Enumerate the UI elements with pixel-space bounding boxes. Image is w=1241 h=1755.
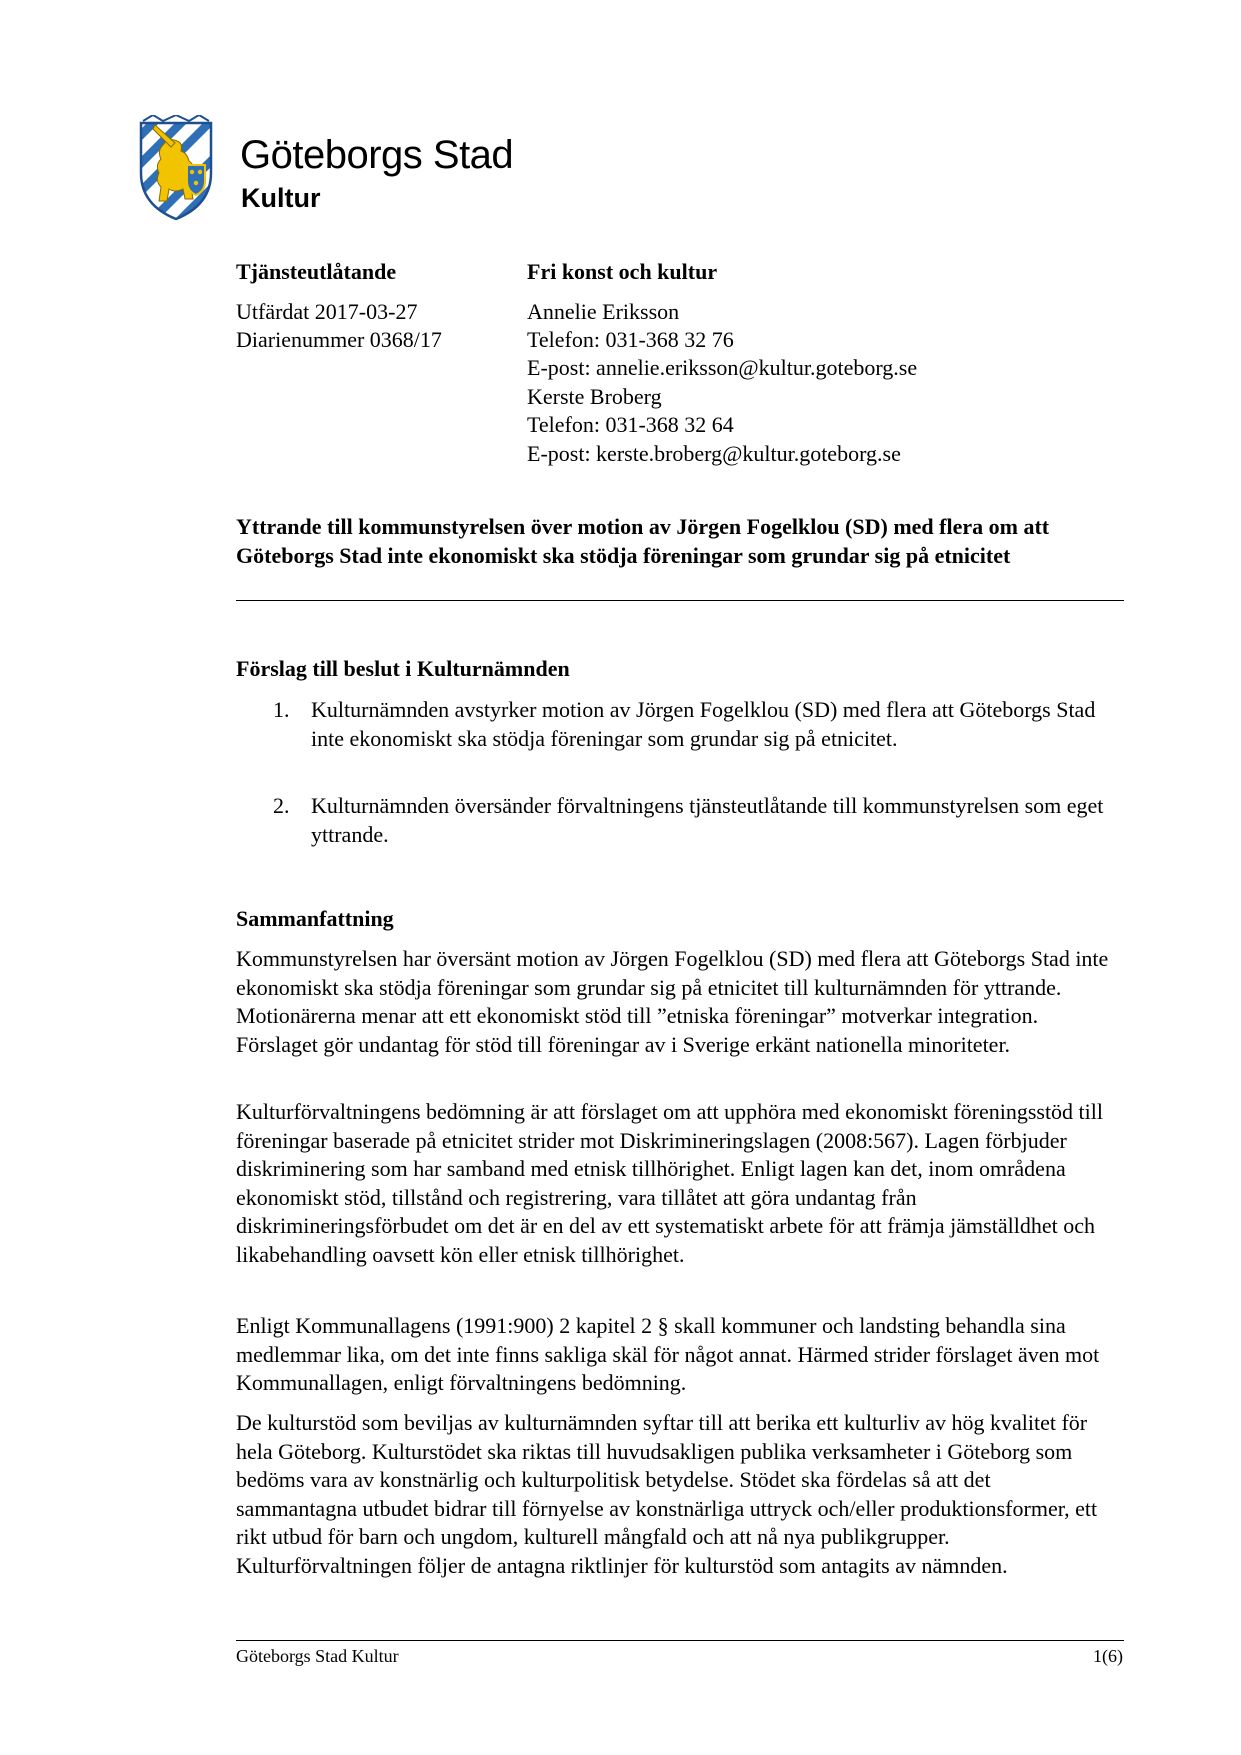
contact-phone: Telefon: 031-368 32 64 — [527, 412, 734, 437]
list-item-text: Kulturnämnden översänder förvaltningens tjänsteutlåtande till kommunstyrelsen som eget yttrande. — [311, 793, 1104, 847]
list-item-number: 1. — [273, 697, 290, 722]
page-number: 1(6) — [1093, 1646, 1123, 1666]
list-item-text: Kulturnämnden avstyrker motion av Jörgen Fogelklou (SD) med flera att Göteborgs Stad inte ekonomiskt ska stödja föreningar som grundar sig på etnicitet. — [311, 697, 1096, 751]
contact-name: Kerste Broberg — [527, 384, 662, 409]
footer-divider — [236, 1640, 1124, 1641]
contact-email[interactable]: E-post: kerste.broberg@kultur.goteborg.se — [527, 441, 901, 466]
contact-phone: Telefon: 031-368 32 76 — [527, 327, 734, 352]
footer-org: Göteborgs Stad Kultur — [236, 1646, 399, 1666]
header-logo — [135, 115, 535, 225]
summary-paragraph: De kulturstöd som beviljas av kulturnämnden syftar till att berika ett kulturliv av hög kvalitet för hela Göteborg. Kulturstödet ska riktas till huvudsakligen publika verksamheter i Göteborg som bedöms vara av konstnärlig och kulturpolitisk betydelse. Stödet ska fördelas så att det sammantagna utbudet bidrar till förnyelse av konstnärliga uttryck och/eller produktionsformer, ett rikt utbud för barn och ungdom, kulturell mångfald och att nå nya publikgrupper. Kulturförvaltningen följer de antagna riktlinjer för kulturstöd som antagits av nämnden. — [236, 1410, 1098, 1578]
contact-name: Annelie Eriksson — [527, 299, 680, 324]
proposal-heading: Förslag till beslut i Kulturnämnden — [236, 656, 570, 681]
title-divider — [236, 600, 1124, 601]
summary-heading: Sammanfattning — [236, 906, 394, 931]
coat-of-arms-icon — [135, 115, 217, 221]
document-type: Tjänsteutlåtande — [236, 259, 397, 284]
contact-email[interactable]: E-post: annelie.eriksson@kultur.goteborg.se — [527, 355, 918, 380]
org-unit: Kultur — [241, 183, 321, 213]
list-item-number: 2. — [273, 793, 290, 818]
summary-paragraph: Enligt Kommunallagens (1991:900) 2 kapitel 2 § skall kommuner och landsting behandla sina medlemmar lika, om det inte finns sakliga skäl för något annat. Härmed strider förslaget även mot Kommunallagen, enligt förvaltningens bedömning. — [236, 1313, 1100, 1395]
diary-number: Diarienummer 0368/17 — [236, 327, 442, 352]
department: Fri konst och kultur — [527, 259, 718, 284]
org-name: Göteborgs Stad — [240, 133, 514, 177]
issued-date: Utfärdat 2017-03-27 — [236, 299, 418, 324]
summary-paragraph: Kommunstyrelsen har översänt motion av Jörgen Fogelklou (SD) med flera att Göteborgs Stad inte ekonomiskt ska stödja föreningar som grundar sig på etnicitet till kulturnämnden för yttrande. Motionärerna menar att ett ekonomiskt stöd till ”etniska föreningar” motverkar integration. Förslaget gör undantag för stöd till föreningar av i Sverige erkänt nationella minoriteter. — [236, 946, 1109, 1057]
document-title: Yttrande till kommunstyrelsen över motion av Jörgen Fogelklou (SD) med flera om att Göteborgs Stad inte ekonomiskt ska stödja föreningar som grundar sig på etnicitet — [236, 514, 1050, 568]
summary-paragraph: Kulturförvaltningens bedömning är att förslaget om att upphöra med ekonomiskt föreningsstöd till föreningar baserade på etnicitet strider mot Diskrimineringslagen (2008:567). Lagen förbjuder diskriminering som har samband med etnisk tillhörighet. Enligt lagen kan det, inom områdena ekonomiskt stöd, tillstånd och registrering, vara tillåtet att göra undantag från diskrimineringsförbudet om det är en del av ett systematiskt arbete för att främja jämställdhet och likabehandling oavsett kön eller etnisk tillhörighet. — [236, 1099, 1104, 1267]
